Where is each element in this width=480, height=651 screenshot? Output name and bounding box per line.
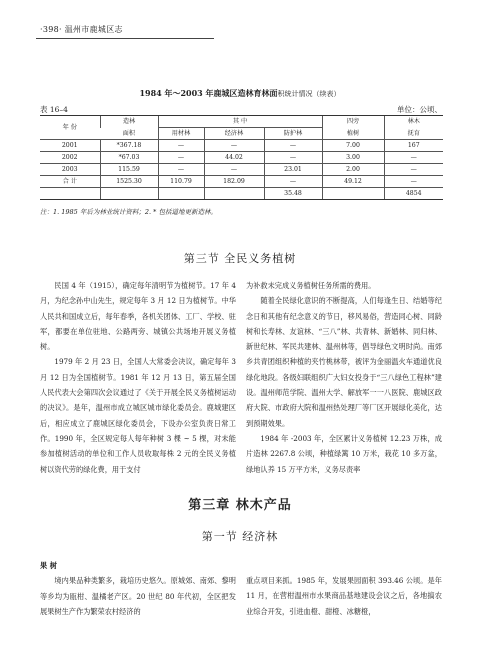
paragraph: 1979 年 2 月 23 日，全国人大常委会决议，确定每年 3 月 12 日为全国植树节。1981 年 12 月 13 日，第五届全国人民代表大会第四次会议通过了《关于开展全民义务植树运动的决议》。是年，温州市成立城区城市绿化委员会。鹿城建区后，相应成立了鹿城区绿化委员会，下设办公室负责日常工作。1990 年，全区规定每人每年种树 3 棵 ~ 5 棵，对未能参加植树活动的单位和工作人员收取每株 2 元的全民义务植树以资代劳的绿化费，用于支付: [40, 357, 236, 474]
paragraph: 境内果品种类繁多，栽培历史悠久。原城郊、南郊、黎明等乡均为瓯柑、温橘老产区。20 世纪 80 年代初，全区把发展果树生产作为繁荣农村经济的: [40, 576, 236, 616]
paragraph: 重点项目来抓。1985 年，发展果园面积 393.46 公顷。是年 11 月，在营柑温州市水果商品基地建设会议之后，各地搞农业综合开发，引进血橙、甜橙、冰糖橙，: [246, 576, 442, 616]
cell-area: 115.59: [100, 164, 158, 176]
cell-timber: [158, 188, 204, 200]
cell-area: *367.18: [100, 140, 158, 152]
table-row: [40, 188, 443, 200]
table-header-row: [40, 116, 443, 128]
table-caption-main: 1984 年～2003 年鹿城区造林育林面: [139, 88, 278, 98]
table-number: 表 16–4: [40, 105, 68, 114]
cell-year: 2002: [40, 152, 100, 164]
paragraph: 随着全民绿化意识的不断提高，人们每逢生日、结婚等纪念日和其他有纪念意义的节日，移风易俗，营造同心树、同龄树和长寿林、友谊林、“三八”林、共青林、新婚林、同归林、新世纪林、军民共建林、温州林等，倡导绿色文明时尚。南郊乡共青团组织种植的夹竹桃林带，被评为金丽温火车通道优良绿化地段。各级妇联组织广大妇女投身于“三八绿色工程林”建设。温州师范学院、温州大学、解放军一一八医院、鹿城区政府大院、市政府大院和温州热处理厂等厂区开展绿化美化，达到预期效果。: [246, 296, 442, 428]
cell-economic: —: [204, 140, 264, 152]
cell-year: 2001: [40, 140, 100, 152]
paragraph: 1984 年 -2003 年，全区累计义务植树 12.23 万株，成片造林 2267.8 公顷，种植绿篱 10 万米，栽花 10 多万盆，绿地认养 15 万平方米，义务尽责率: [246, 433, 442, 474]
cell-four: [322, 188, 384, 200]
table-row-total: [40, 176, 443, 188]
cell-tend: 4854: [384, 188, 443, 200]
page-header: ·398· 温州市鹿城区志: [40, 25, 123, 34]
table-note: 注：1. 1985 年后为林业统计资料；2. * 包括道地更新造林。: [40, 208, 217, 216]
cell-four: 49.12: [322, 176, 384, 188]
section-body-right: [246, 573, 442, 619]
col-four-header-2: 植树: [322, 128, 384, 140]
cell-economic: 182.09: [204, 176, 264, 188]
cell-four: 7.00: [322, 140, 384, 152]
section-body-left: [40, 278, 236, 477]
cell-year: [40, 188, 100, 200]
cell-year: 2003: [40, 164, 100, 176]
cell-tend: —: [384, 152, 443, 164]
cell-tend: 167: [384, 140, 443, 152]
cell-protective: —: [264, 140, 322, 152]
cell-protective: —: [264, 176, 322, 188]
col-year-header: 年 份: [40, 116, 100, 140]
table-unit: 单位：公顷、: [397, 105, 442, 114]
section-body-right: [246, 278, 442, 477]
cell-economic: [204, 188, 264, 200]
cell-four: 3.00: [322, 152, 384, 164]
chapter-title: 第三章 林木产品: [188, 498, 292, 513]
cell-protective: 23.01: [264, 164, 322, 176]
section-title: 第一节 经济林: [201, 530, 279, 543]
table-header-row: [40, 128, 443, 140]
table-caption-rest: 积统计情况: [277, 90, 313, 98]
table-caption-cont: （续表）: [312, 90, 341, 98]
table-row: [40, 152, 443, 164]
cell-area: *67.03: [100, 152, 158, 164]
cell-year: 合 计: [40, 176, 100, 188]
col-tend-header-2: 抚育: [384, 128, 443, 140]
cell-area: [100, 188, 158, 200]
afforestation-table: [40, 115, 443, 200]
col-area-header-2: 面积: [122, 129, 135, 137]
cell-tend: —: [384, 176, 443, 188]
table-row: [40, 164, 443, 176]
cell-economic: —: [204, 164, 264, 176]
col-tend-header-1: 林木: [384, 116, 443, 128]
cell-timber: —: [158, 164, 204, 176]
cell-four: 2.00: [322, 164, 384, 176]
table-caption: [0, 88, 480, 99]
col-four-header-1: 四旁: [322, 116, 384, 128]
cell-protective: 35.48: [264, 188, 322, 200]
table-row: [40, 140, 443, 152]
col-area-header-1: 造林: [100, 116, 158, 128]
paragraph: 为补救未完成义务植树任务所需的费用。: [246, 281, 376, 290]
cell-tend: —: [384, 164, 443, 176]
cell-timber: —: [158, 140, 204, 152]
col-economic-header: 经济林: [204, 128, 264, 140]
cell-economic: 44.02: [204, 152, 264, 164]
header-rule: [36, 38, 214, 39]
col-timber-header: 用材林: [158, 128, 204, 140]
section-body-left: [40, 558, 236, 619]
col-protective-header: 防护林: [264, 128, 322, 140]
col-of-which-header: 其 中: [158, 116, 322, 128]
paragraph: 民国 4 年（1915），确定每年清明节为植树节。17 年 4 月，为纪念孙中山先生，规定每年 3 月 12 日为植树节。中华人民共和国成立后，每年春季，各机关团体、工厂、学校、驻军，都要在单位驻地、公路两旁、城镇公共场地开展义务植树。: [40, 281, 236, 352]
cell-timber: 110.79: [158, 176, 204, 188]
cell-timber: —: [158, 152, 204, 164]
cell-area: 1525.30: [100, 176, 158, 188]
section-title: 第三节 全民义务植树: [183, 252, 297, 265]
cell-protective: —: [264, 152, 322, 164]
subheading-fruit-trees: 果 树: [40, 561, 57, 570]
